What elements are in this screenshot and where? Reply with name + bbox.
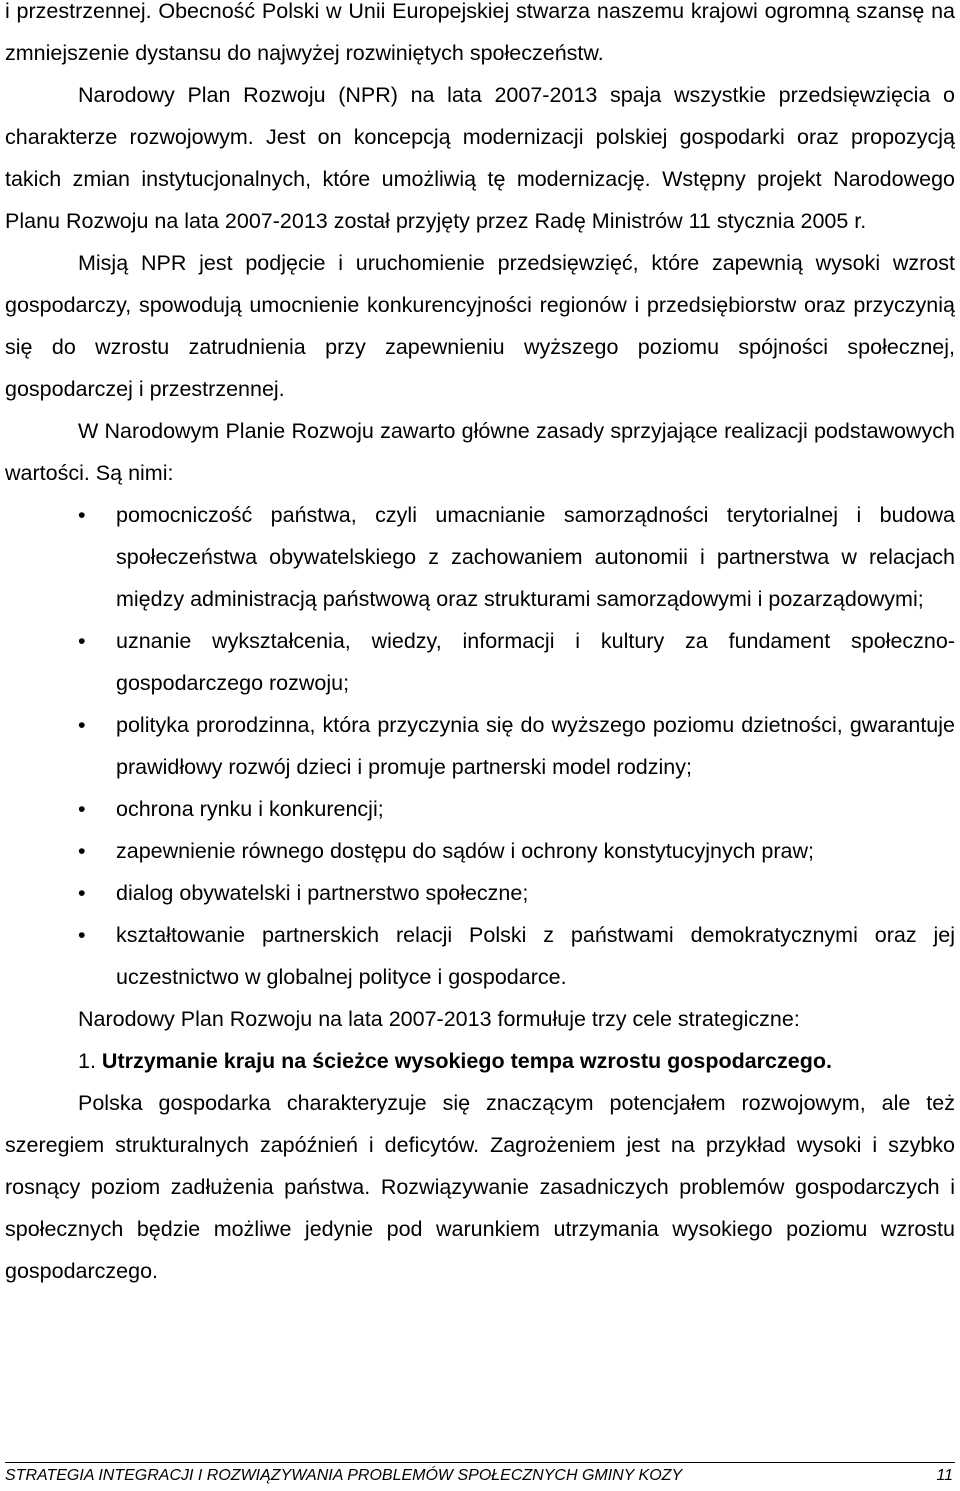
goal-title: Utrzymanie kraju na ścieżce wysokiego tempa wzrostu gospodarczego.	[101, 1049, 832, 1073]
paragraph-3: Misją NPR jest podjęcie i uruchomienie przedsięwzięć, które zapewnią wysoki wzrost gospodarczy, spowodują umocnienie konkurencyjności regionów i przedsiębiorstw oraz przyczynią się do wzrostu zatrudnienia przy zapewnieniu wyższego poziomu spójności społecznej, gospodarczej i przestrzennej.	[5, 251, 955, 401]
list-item: • ochrona rynku i konkurencji;	[5, 788, 955, 830]
list-item: • uznanie wykształcenia, wiedzy, informacji i kultury za fundament społeczno-gospodarczego rozwoju;	[5, 620, 955, 704]
paragraph-4: W Narodowym Planie Rozwoju zawarto główne zasady sprzyjające realizacji podstawowych wartości. Są nimi:	[5, 419, 955, 485]
list-item: • dialog obywatelski i partnerstwo społeczne;	[5, 872, 955, 914]
page-number: 11	[936, 1467, 953, 1484]
paragraph-2: Narodowy Plan Rozwoju (NPR) na lata 2007-2013 spaja wszystkie przedsięwzięcia o charakterze rozwojowym. Jest on koncepcją modernizacji polskiej gospodarki oraz propozycją takich zmian instytucjonalnych, które umożliwią tę modernizację. Wstępny projekt Narodowego Planu Rozwoju na lata 2007-2013 został przyjęty przez Radę Ministrów 11 stycznia 2005 r.	[5, 83, 955, 233]
bullet-icon: •	[78, 923, 86, 947]
bullet-icon: •	[78, 503, 86, 527]
bullet-icon: •	[78, 797, 86, 821]
strategic-goal-heading	[5, 1040, 955, 1082]
goal-number: 1.	[78, 1049, 96, 1073]
bullet-icon: •	[78, 629, 86, 653]
bullet-icon: •	[78, 881, 86, 905]
footer-title: STRATEGIA INTEGRACJI I ROZWIĄZYWANIA PROBLEMÓW SPOŁECZNYCH GMINY KOZY	[5, 1467, 683, 1484]
bullet-icon: •	[78, 839, 86, 863]
list-item: • kształtowanie partnerskich relacji Polski z państwami demokratycznymi oraz jej uczestnictwo w globalnej polityce i gospodarce.	[5, 914, 955, 998]
page-footer	[5, 1462, 955, 1485]
principles-list	[5, 494, 955, 998]
paragraph-6: Polska gospodarka charakteryzuje się znaczącym potencjałem rozwojowym, ale też szeregiem strukturalnych zapóźnień i deficytów. Zagrożeniem jest na przykład wysoki i szybko rosnący poziom zadłużenia państwa. Rozwiązywanie zasadniczych problemów gospodarczych i społecznych będzie możliwe jedynie pod warunkiem utrzymania wysokiego poziomu wzrostu gospodarczego.	[5, 1091, 955, 1283]
paragraph-1: i przestrzennej. Obecność Polski w Unii Europejskiej stwarza naszemu krajowi ogromną szansę na zmniejszenie dystansu do najwyżej rozwiniętych społeczeństw.	[5, 0, 955, 65]
bullet-icon: •	[78, 713, 86, 737]
list-item: • polityka prorodzinna, która przyczynia się do wyższego poziomu dzietności, gwarantuje prawidłowy rozwój dzieci i promuje partnerski model rodziny;	[5, 704, 955, 788]
paragraph-5: Narodowy Plan Rozwoju na lata 2007-2013 formułuje trzy cele strategiczne:	[78, 1007, 800, 1031]
list-item: • pomocniczość państwa, czyli umacnianie samorządności terytorialnej i budowa społeczeństwa obywatelskiego z zachowaniem autonomii i partnerstwa w relacjach między administracją państwową oraz strukturami samorządowymi i pozarządowymi;	[5, 494, 955, 620]
list-item: • zapewnienie równego dostępu do sądów i ochrony konstytucyjnych praw;	[5, 830, 955, 872]
document-page	[5, 0, 955, 1292]
